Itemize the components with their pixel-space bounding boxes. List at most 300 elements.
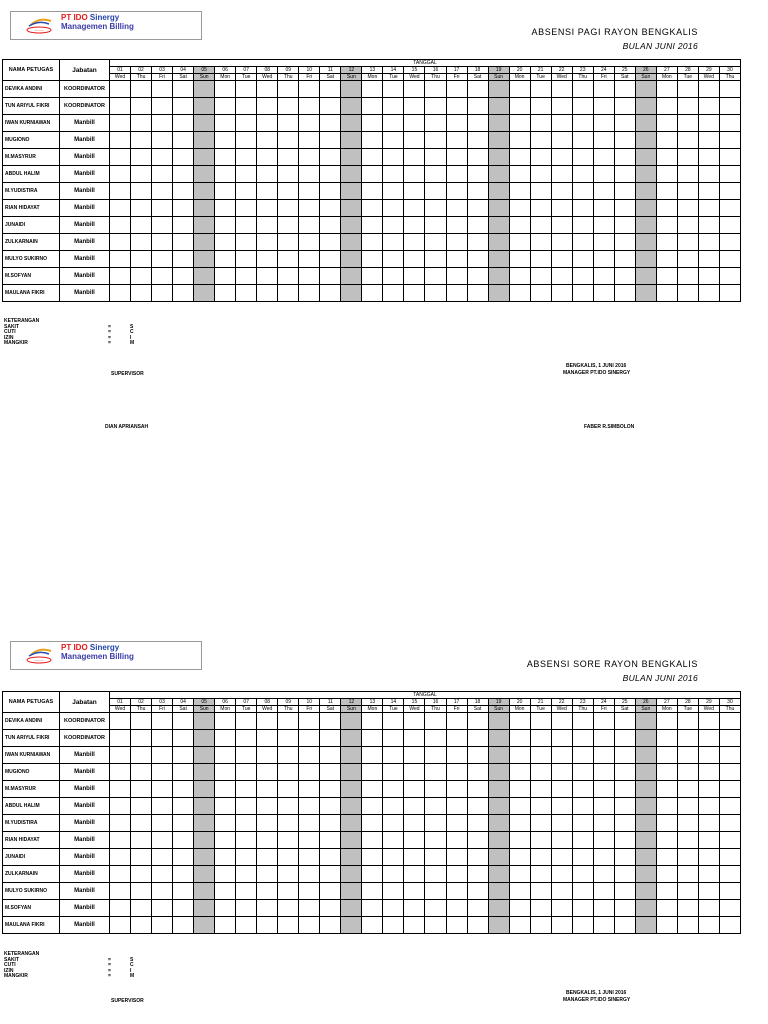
attendance-cell[interactable]: [320, 781, 341, 798]
attendance-cell[interactable]: [656, 81, 677, 98]
attendance-cell[interactable]: [614, 132, 635, 149]
attendance-cell[interactable]: [509, 713, 530, 730]
attendance-cell[interactable]: [362, 251, 383, 268]
attendance-cell[interactable]: [383, 268, 404, 285]
attendance-cell[interactable]: [362, 268, 383, 285]
attendance-cell[interactable]: [509, 798, 530, 815]
attendance-cell[interactable]: [677, 166, 698, 183]
attendance-cell[interactable]: [656, 883, 677, 900]
attendance-cell[interactable]: [488, 832, 509, 849]
attendance-cell[interactable]: [572, 730, 593, 747]
attendance-cell[interactable]: [719, 798, 740, 815]
attendance-cell[interactable]: [488, 285, 509, 302]
attendance-cell[interactable]: [509, 81, 530, 98]
attendance-cell[interactable]: [278, 900, 299, 917]
attendance-cell[interactable]: [215, 166, 236, 183]
attendance-cell[interactable]: [362, 747, 383, 764]
attendance-cell[interactable]: [677, 764, 698, 781]
attendance-cell[interactable]: [299, 849, 320, 866]
attendance-cell[interactable]: [446, 285, 467, 302]
attendance-cell[interactable]: [341, 285, 362, 302]
attendance-cell[interactable]: [194, 917, 215, 934]
attendance-cell[interactable]: [698, 764, 719, 781]
attendance-cell[interactable]: [341, 917, 362, 934]
attendance-cell[interactable]: [551, 115, 572, 132]
attendance-cell[interactable]: [131, 149, 152, 166]
attendance-cell[interactable]: [194, 115, 215, 132]
attendance-cell[interactable]: [425, 730, 446, 747]
attendance-cell[interactable]: [215, 815, 236, 832]
attendance-cell[interactable]: [152, 866, 173, 883]
attendance-cell[interactable]: [194, 183, 215, 200]
attendance-cell[interactable]: [236, 183, 257, 200]
attendance-cell[interactable]: [698, 200, 719, 217]
attendance-cell[interactable]: [446, 815, 467, 832]
attendance-cell[interactable]: [425, 268, 446, 285]
attendance-cell[interactable]: [110, 900, 131, 917]
attendance-cell[interactable]: [509, 217, 530, 234]
attendance-cell[interactable]: [509, 849, 530, 866]
attendance-cell[interactable]: [551, 149, 572, 166]
attendance-cell[interactable]: [467, 730, 488, 747]
attendance-cell[interactable]: [299, 200, 320, 217]
attendance-cell[interactable]: [467, 149, 488, 166]
attendance-cell[interactable]: [110, 166, 131, 183]
attendance-cell[interactable]: [593, 815, 614, 832]
attendance-cell[interactable]: [467, 166, 488, 183]
attendance-cell[interactable]: [383, 747, 404, 764]
attendance-cell[interactable]: [593, 900, 614, 917]
attendance-cell[interactable]: [488, 815, 509, 832]
attendance-cell[interactable]: [530, 115, 551, 132]
attendance-cell[interactable]: [257, 747, 278, 764]
attendance-cell[interactable]: [488, 883, 509, 900]
attendance-cell[interactable]: [110, 285, 131, 302]
attendance-cell[interactable]: [362, 234, 383, 251]
attendance-cell[interactable]: [635, 149, 656, 166]
attendance-cell[interactable]: [194, 747, 215, 764]
attendance-cell[interactable]: [509, 149, 530, 166]
attendance-cell[interactable]: [383, 285, 404, 302]
attendance-cell[interactable]: [425, 917, 446, 934]
attendance-cell[interactable]: [614, 268, 635, 285]
attendance-cell[interactable]: [320, 883, 341, 900]
attendance-cell[interactable]: [362, 730, 383, 747]
attendance-cell[interactable]: [215, 132, 236, 149]
attendance-cell[interactable]: [656, 730, 677, 747]
attendance-cell[interactable]: [446, 81, 467, 98]
attendance-cell[interactable]: [698, 747, 719, 764]
attendance-cell[interactable]: [509, 234, 530, 251]
attendance-cell[interactable]: [110, 132, 131, 149]
attendance-cell[interactable]: [488, 149, 509, 166]
attendance-cell[interactable]: [257, 866, 278, 883]
attendance-cell[interactable]: [488, 798, 509, 815]
attendance-cell[interactable]: [425, 200, 446, 217]
attendance-cell[interactable]: [635, 781, 656, 798]
attendance-cell[interactable]: [593, 166, 614, 183]
attendance-cell[interactable]: [698, 900, 719, 917]
attendance-cell[interactable]: [131, 81, 152, 98]
attendance-cell[interactable]: [635, 730, 656, 747]
attendance-cell[interactable]: [698, 883, 719, 900]
attendance-cell[interactable]: [635, 747, 656, 764]
attendance-cell[interactable]: [509, 832, 530, 849]
attendance-cell[interactable]: [677, 781, 698, 798]
attendance-cell[interactable]: [215, 883, 236, 900]
attendance-cell[interactable]: [236, 251, 257, 268]
attendance-cell[interactable]: [173, 234, 194, 251]
attendance-cell[interactable]: [425, 285, 446, 302]
attendance-cell[interactable]: [152, 200, 173, 217]
attendance-cell[interactable]: [698, 832, 719, 849]
attendance-cell[interactable]: [131, 183, 152, 200]
attendance-cell[interactable]: [593, 285, 614, 302]
attendance-cell[interactable]: [425, 149, 446, 166]
attendance-cell[interactable]: [656, 798, 677, 815]
attendance-cell[interactable]: [509, 781, 530, 798]
attendance-cell[interactable]: [299, 285, 320, 302]
attendance-cell[interactable]: [110, 849, 131, 866]
attendance-cell[interactable]: [425, 849, 446, 866]
attendance-cell[interactable]: [341, 849, 362, 866]
attendance-cell[interactable]: [404, 251, 425, 268]
attendance-cell[interactable]: [530, 132, 551, 149]
attendance-cell[interactable]: [551, 234, 572, 251]
attendance-cell[interactable]: [425, 234, 446, 251]
attendance-cell[interactable]: [572, 849, 593, 866]
attendance-cell[interactable]: [383, 917, 404, 934]
attendance-cell[interactable]: [152, 285, 173, 302]
attendance-cell[interactable]: [509, 200, 530, 217]
attendance-cell[interactable]: [467, 832, 488, 849]
attendance-cell[interactable]: [194, 81, 215, 98]
attendance-cell[interactable]: [677, 115, 698, 132]
attendance-cell[interactable]: [278, 866, 299, 883]
attendance-cell[interactable]: [383, 713, 404, 730]
attendance-cell[interactable]: [215, 866, 236, 883]
attendance-cell[interactable]: [551, 917, 572, 934]
attendance-cell[interactable]: [698, 917, 719, 934]
attendance-cell[interactable]: [152, 730, 173, 747]
attendance-cell[interactable]: [698, 234, 719, 251]
attendance-cell[interactable]: [593, 149, 614, 166]
attendance-cell[interactable]: [509, 764, 530, 781]
attendance-cell[interactable]: [719, 166, 740, 183]
attendance-cell[interactable]: [194, 200, 215, 217]
attendance-cell[interactable]: [278, 217, 299, 234]
attendance-cell[interactable]: [110, 764, 131, 781]
attendance-cell[interactable]: [131, 883, 152, 900]
attendance-cell[interactable]: [467, 217, 488, 234]
attendance-cell[interactable]: [236, 883, 257, 900]
attendance-cell[interactable]: [278, 730, 299, 747]
attendance-cell[interactable]: [614, 166, 635, 183]
attendance-cell[interactable]: [299, 115, 320, 132]
attendance-cell[interactable]: [677, 798, 698, 815]
attendance-cell[interactable]: [194, 866, 215, 883]
attendance-cell[interactable]: [593, 832, 614, 849]
attendance-cell[interactable]: [341, 866, 362, 883]
attendance-cell[interactable]: [152, 81, 173, 98]
attendance-cell[interactable]: [341, 200, 362, 217]
attendance-cell[interactable]: [131, 798, 152, 815]
attendance-cell[interactable]: [215, 183, 236, 200]
attendance-cell[interactable]: [152, 115, 173, 132]
attendance-cell[interactable]: [362, 217, 383, 234]
attendance-cell[interactable]: [383, 251, 404, 268]
attendance-cell[interactable]: [257, 798, 278, 815]
attendance-cell[interactable]: [635, 815, 656, 832]
attendance-cell[interactable]: [488, 268, 509, 285]
attendance-cell[interactable]: [530, 832, 551, 849]
attendance-cell[interactable]: [257, 200, 278, 217]
attendance-cell[interactable]: [446, 166, 467, 183]
attendance-cell[interactable]: [677, 849, 698, 866]
attendance-cell[interactable]: [278, 166, 299, 183]
attendance-cell[interactable]: [110, 149, 131, 166]
attendance-cell[interactable]: [572, 713, 593, 730]
attendance-cell[interactable]: [173, 764, 194, 781]
attendance-cell[interactable]: [551, 81, 572, 98]
attendance-cell[interactable]: [257, 781, 278, 798]
attendance-cell[interactable]: [467, 115, 488, 132]
attendance-cell[interactable]: [614, 832, 635, 849]
attendance-cell[interactable]: [299, 747, 320, 764]
attendance-cell[interactable]: [362, 98, 383, 115]
attendance-cell[interactable]: [194, 815, 215, 832]
attendance-cell[interactable]: [257, 764, 278, 781]
attendance-cell[interactable]: [425, 251, 446, 268]
attendance-cell[interactable]: [719, 832, 740, 849]
attendance-cell[interactable]: [404, 115, 425, 132]
attendance-cell[interactable]: [404, 200, 425, 217]
attendance-cell[interactable]: [656, 713, 677, 730]
attendance-cell[interactable]: [257, 81, 278, 98]
attendance-cell[interactable]: [656, 866, 677, 883]
attendance-cell[interactable]: [278, 713, 299, 730]
attendance-cell[interactable]: [362, 832, 383, 849]
attendance-cell[interactable]: [236, 98, 257, 115]
attendance-cell[interactable]: [404, 917, 425, 934]
attendance-cell[interactable]: [383, 217, 404, 234]
attendance-cell[interactable]: [614, 200, 635, 217]
attendance-cell[interactable]: [278, 251, 299, 268]
attendance-cell[interactable]: [341, 115, 362, 132]
attendance-cell[interactable]: [614, 81, 635, 98]
attendance-cell[interactable]: [194, 251, 215, 268]
attendance-cell[interactable]: [278, 849, 299, 866]
attendance-cell[interactable]: [194, 832, 215, 849]
attendance-cell[interactable]: [341, 217, 362, 234]
attendance-cell[interactable]: [719, 883, 740, 900]
attendance-cell[interactable]: [446, 883, 467, 900]
attendance-cell[interactable]: [698, 285, 719, 302]
attendance-cell[interactable]: [530, 217, 551, 234]
attendance-cell[interactable]: [719, 764, 740, 781]
attendance-cell[interactable]: [467, 183, 488, 200]
attendance-cell[interactable]: [446, 747, 467, 764]
attendance-cell[interactable]: [467, 900, 488, 917]
attendance-cell[interactable]: [446, 866, 467, 883]
attendance-cell[interactable]: [551, 200, 572, 217]
attendance-cell[interactable]: [362, 200, 383, 217]
attendance-cell[interactable]: [320, 764, 341, 781]
attendance-cell[interactable]: [677, 132, 698, 149]
attendance-cell[interactable]: [509, 251, 530, 268]
attendance-cell[interactable]: [299, 132, 320, 149]
attendance-cell[interactable]: [215, 98, 236, 115]
attendance-cell[interactable]: [656, 200, 677, 217]
attendance-cell[interactable]: [719, 285, 740, 302]
attendance-cell[interactable]: [320, 798, 341, 815]
attendance-cell[interactable]: [488, 98, 509, 115]
attendance-cell[interactable]: [614, 900, 635, 917]
attendance-cell[interactable]: [131, 781, 152, 798]
attendance-cell[interactable]: [425, 900, 446, 917]
attendance-cell[interactable]: [152, 251, 173, 268]
attendance-cell[interactable]: [404, 217, 425, 234]
attendance-cell[interactable]: [278, 115, 299, 132]
attendance-cell[interactable]: [467, 866, 488, 883]
attendance-cell[interactable]: [404, 132, 425, 149]
attendance-cell[interactable]: [551, 730, 572, 747]
attendance-cell[interactable]: [614, 234, 635, 251]
attendance-cell[interactable]: [173, 268, 194, 285]
attendance-cell[interactable]: [278, 815, 299, 832]
attendance-cell[interactable]: [110, 81, 131, 98]
attendance-cell[interactable]: [593, 883, 614, 900]
attendance-cell[interactable]: [593, 98, 614, 115]
attendance-cell[interactable]: [698, 115, 719, 132]
attendance-cell[interactable]: [383, 132, 404, 149]
attendance-cell[interactable]: [236, 781, 257, 798]
attendance-cell[interactable]: [299, 183, 320, 200]
attendance-cell[interactable]: [131, 200, 152, 217]
attendance-cell[interactable]: [152, 166, 173, 183]
attendance-cell[interactable]: [236, 900, 257, 917]
attendance-cell[interactable]: [236, 132, 257, 149]
attendance-cell[interactable]: [110, 251, 131, 268]
attendance-cell[interactable]: [299, 81, 320, 98]
attendance-cell[interactable]: [446, 217, 467, 234]
attendance-cell[interactable]: [509, 183, 530, 200]
attendance-cell[interactable]: [635, 866, 656, 883]
attendance-cell[interactable]: [593, 713, 614, 730]
attendance-cell[interactable]: [278, 781, 299, 798]
attendance-cell[interactable]: [572, 900, 593, 917]
attendance-cell[interactable]: [257, 132, 278, 149]
attendance-cell[interactable]: [530, 713, 551, 730]
attendance-cell[interactable]: [152, 900, 173, 917]
attendance-cell[interactable]: [656, 234, 677, 251]
attendance-cell[interactable]: [404, 166, 425, 183]
attendance-cell[interactable]: [383, 866, 404, 883]
attendance-cell[interactable]: [614, 713, 635, 730]
attendance-cell[interactable]: [656, 285, 677, 302]
attendance-cell[interactable]: [467, 285, 488, 302]
attendance-cell[interactable]: [131, 217, 152, 234]
attendance-cell[interactable]: [320, 713, 341, 730]
attendance-cell[interactable]: [257, 832, 278, 849]
attendance-cell[interactable]: [236, 866, 257, 883]
attendance-cell[interactable]: [299, 883, 320, 900]
attendance-cell[interactable]: [278, 132, 299, 149]
attendance-cell[interactable]: [698, 183, 719, 200]
attendance-cell[interactable]: [320, 917, 341, 934]
attendance-cell[interactable]: [551, 747, 572, 764]
attendance-cell[interactable]: [425, 781, 446, 798]
attendance-cell[interactable]: [572, 815, 593, 832]
attendance-cell[interactable]: [173, 166, 194, 183]
attendance-cell[interactable]: [257, 285, 278, 302]
attendance-cell[interactable]: [341, 798, 362, 815]
attendance-cell[interactable]: [551, 166, 572, 183]
attendance-cell[interactable]: [404, 268, 425, 285]
attendance-cell[interactable]: [257, 149, 278, 166]
attendance-cell[interactable]: [173, 713, 194, 730]
attendance-cell[interactable]: [551, 798, 572, 815]
attendance-cell[interactable]: [320, 200, 341, 217]
attendance-cell[interactable]: [635, 217, 656, 234]
attendance-cell[interactable]: [341, 81, 362, 98]
attendance-cell[interactable]: [530, 251, 551, 268]
attendance-cell[interactable]: [551, 849, 572, 866]
attendance-cell[interactable]: [131, 166, 152, 183]
attendance-cell[interactable]: [341, 166, 362, 183]
attendance-cell[interactable]: [656, 917, 677, 934]
attendance-cell[interactable]: [635, 268, 656, 285]
attendance-cell[interactable]: [131, 815, 152, 832]
attendance-cell[interactable]: [425, 713, 446, 730]
attendance-cell[interactable]: [404, 849, 425, 866]
attendance-cell[interactable]: [551, 832, 572, 849]
attendance-cell[interactable]: [320, 815, 341, 832]
attendance-cell[interactable]: [236, 115, 257, 132]
attendance-cell[interactable]: [446, 832, 467, 849]
attendance-cell[interactable]: [677, 217, 698, 234]
attendance-cell[interactable]: [383, 781, 404, 798]
attendance-cell[interactable]: [425, 81, 446, 98]
attendance-cell[interactable]: [509, 866, 530, 883]
attendance-cell[interactable]: [488, 713, 509, 730]
attendance-cell[interactable]: [299, 900, 320, 917]
attendance-cell[interactable]: [362, 713, 383, 730]
attendance-cell[interactable]: [236, 849, 257, 866]
attendance-cell[interactable]: [488, 781, 509, 798]
attendance-cell[interactable]: [362, 166, 383, 183]
attendance-cell[interactable]: [152, 832, 173, 849]
attendance-cell[interactable]: [236, 747, 257, 764]
attendance-cell[interactable]: [593, 200, 614, 217]
attendance-cell[interactable]: [488, 234, 509, 251]
attendance-cell[interactable]: [572, 883, 593, 900]
attendance-cell[interactable]: [635, 166, 656, 183]
attendance-cell[interactable]: [383, 81, 404, 98]
attendance-cell[interactable]: [572, 98, 593, 115]
attendance-cell[interactable]: [593, 866, 614, 883]
attendance-cell[interactable]: [656, 832, 677, 849]
attendance-cell[interactable]: [509, 115, 530, 132]
attendance-cell[interactable]: [467, 268, 488, 285]
attendance-cell[interactable]: [110, 713, 131, 730]
attendance-cell[interactable]: [110, 115, 131, 132]
attendance-cell[interactable]: [551, 285, 572, 302]
attendance-cell[interactable]: [635, 798, 656, 815]
attendance-cell[interactable]: [593, 798, 614, 815]
attendance-cell[interactable]: [614, 917, 635, 934]
attendance-cell[interactable]: [278, 285, 299, 302]
